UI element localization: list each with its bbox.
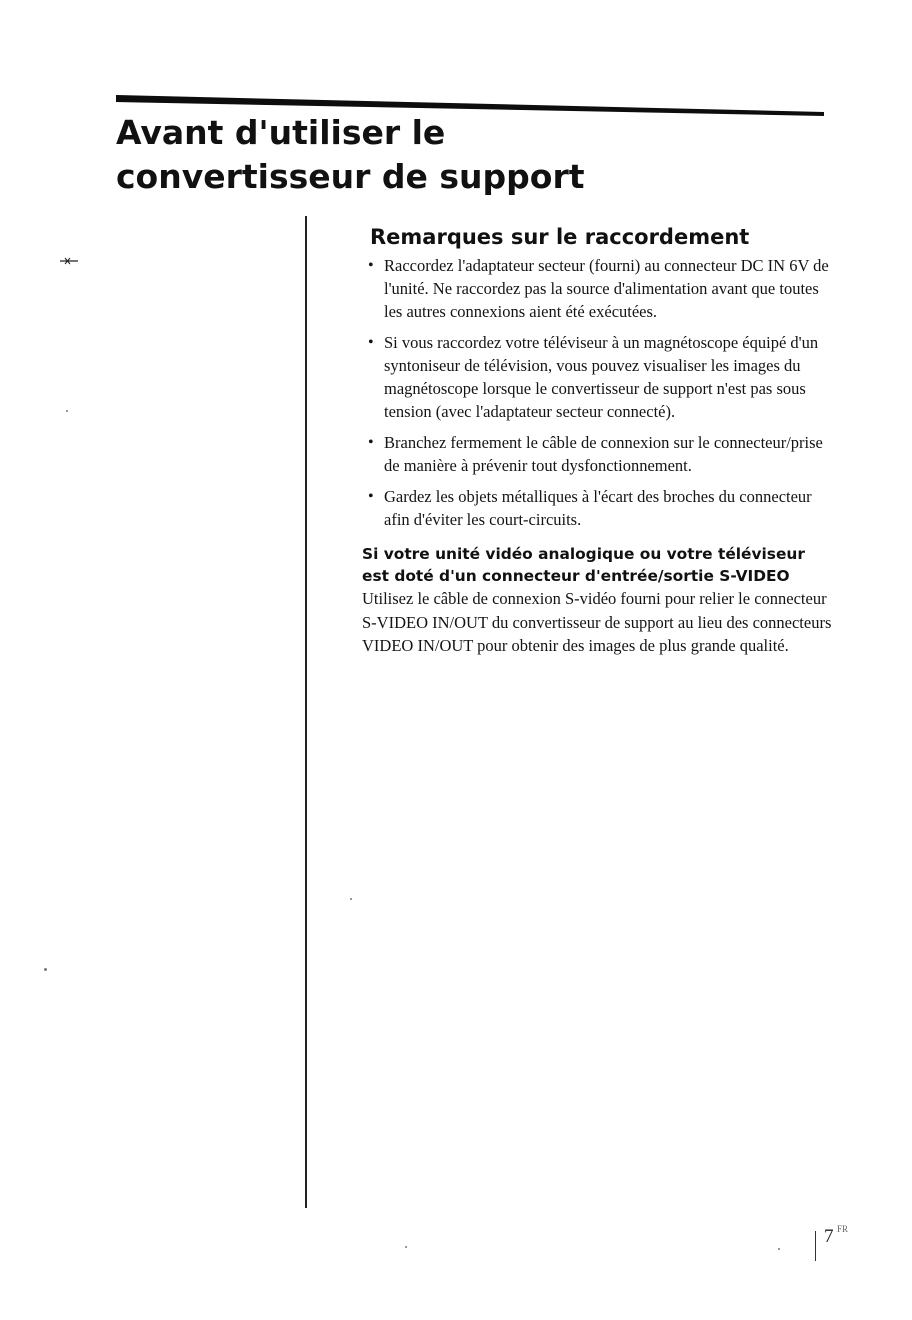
- list-item: [362, 431, 832, 477]
- scan-speck: [66, 410, 68, 412]
- scan-speck: [350, 898, 352, 900]
- sub-heading: Si votre unité vidéo analogique ou votre téléviseur est doté d'un connecteur d'entrée/sortie S-VIDEO: [362, 545, 805, 585]
- body-paragraph: Utilisez le câble de connexion S-vidéo fourni pour relier le connecteur S-VIDEO IN/OUT du convertisseur de support au lieu des connecteurs VIDEO IN/OUT pour obtenir des images de plus grande qualité.: [362, 589, 832, 655]
- list-item: [362, 254, 832, 323]
- bullet-icon: •: [368, 257, 374, 274]
- note-text: Si vous raccordez votre téléviseur à un magnétoscope équipé d'un syntoniseur de télévision, vous pouvez visualiser les images du magnétoscope lorsque le convertisseur de support n'est pas sous tension (avec l'adaptateur secteur connecté).: [384, 333, 819, 421]
- note-text: Raccordez l'adaptateur secteur (fourni) au connecteur DC IN 6V de l'unité. Ne raccordez pas la source d'alimentation avant que toutes les autres connexions aient été exécutées.: [384, 256, 829, 321]
- bullet-icon: •: [368, 334, 374, 351]
- bullet-icon: •: [368, 434, 374, 451]
- bullet-icon: •: [368, 488, 374, 505]
- crop-mark-icon: [60, 256, 78, 266]
- page-number: 7: [824, 1226, 834, 1247]
- scan-speck: [405, 1246, 407, 1248]
- scan-speck: [778, 1248, 780, 1250]
- notes-list: [362, 254, 832, 531]
- chapter-title: [116, 111, 585, 199]
- chapter-title-line: convertisseur de support: [116, 157, 585, 196]
- list-item: [362, 331, 832, 423]
- page-language-suffix: FR: [837, 1224, 849, 1234]
- main-content: [362, 220, 832, 658]
- scan-speck: [44, 968, 47, 971]
- list-item: [362, 485, 832, 531]
- note-text: Gardez les objets métalliques à l'écart des broches du connecteur afin d'éviter les court-circuits.: [384, 487, 812, 529]
- page-number-bar: [815, 1231, 816, 1261]
- section-heading: Remarques sur le raccordement: [370, 225, 750, 249]
- chapter-title-line: Avant d'utiliser le: [116, 113, 446, 152]
- note-text: Branchez fermement le câble de connexion sur le connecteur/prise de manière à prévenir tout dysfonctionnement.: [384, 433, 823, 475]
- column-divider: [305, 216, 307, 1208]
